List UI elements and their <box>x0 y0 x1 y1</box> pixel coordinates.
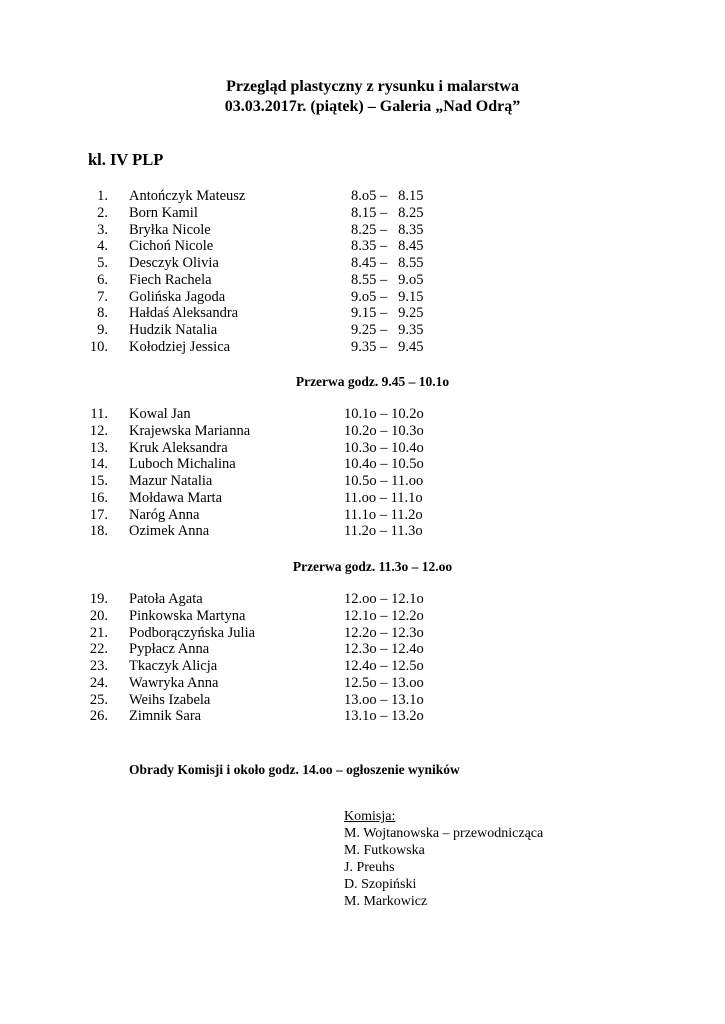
time-slot: 8.o5 – 8.15 <box>351 188 424 204</box>
row-number: 10. <box>89 338 108 355</box>
row-number: 25. <box>89 691 108 708</box>
student-name: Krajewska Marianna <box>129 422 251 439</box>
row-number: 21. <box>89 624 108 641</box>
row-number: 18. <box>89 523 108 540</box>
student-name: Wawryka Anna <box>129 674 219 691</box>
schedule-row <box>0 188 725 205</box>
row-number: 9. <box>97 322 108 338</box>
schedule-row <box>0 675 725 692</box>
schedule-row <box>0 322 725 339</box>
time-slot: 11.1o – 11.2o <box>344 506 423 523</box>
row-number: 22. <box>89 641 108 658</box>
row-number: 1. <box>97 188 108 204</box>
time-slot: 11.2o – 11.3o <box>344 523 423 540</box>
student-name: Naróg Anna <box>129 506 200 523</box>
schedule-row <box>0 473 725 490</box>
committee-member: M. Markowicz <box>344 894 428 909</box>
row-number: 12. <box>89 422 108 439</box>
schedule-group-1 <box>0 188 725 356</box>
schedule-row <box>0 205 725 222</box>
time-slot: 8.15 – 8.25 <box>351 204 424 221</box>
student-name: Kruk Aleksandra <box>129 439 228 456</box>
break-note-1: Przerwa godz. 9.45 – 10.1o <box>295 374 450 389</box>
row-number: 2. <box>97 204 108 221</box>
student-name: Mazur Natalia <box>129 473 213 489</box>
time-slot: 10.5o – 11.oo <box>344 473 424 489</box>
time-slot: 12.3o – 12.4o <box>344 641 424 658</box>
schedule-row <box>0 456 725 473</box>
schedule-row <box>0 238 725 255</box>
student-name: Pinkowska Martyna <box>129 607 246 624</box>
results-announcement: Obrady Komisji i około godz. 14.oo – ogłoszenie wyników <box>129 762 460 777</box>
row-number: 4. <box>97 238 108 255</box>
time-slot: 10.3o – 10.4o <box>344 439 424 456</box>
time-slot: 12.oo – 12.1o <box>344 591 424 607</box>
time-slot: 9.35 – 9.45 <box>351 338 424 355</box>
schedule-row <box>0 507 725 524</box>
time-slot: 8.55 – 9.o5 <box>351 271 424 288</box>
row-number: 14. <box>89 456 108 473</box>
time-slot: 8.45 – 8.55 <box>351 255 424 271</box>
schedule-row <box>0 692 725 709</box>
schedule-row <box>0 222 725 239</box>
time-slot: 9.o5 – 9.15 <box>351 288 424 305</box>
student-name: Kołodziej Jessica <box>129 338 231 355</box>
time-slot: 13.1o – 13.2o <box>344 708 424 725</box>
time-slot: 13.oo – 13.1o <box>344 691 424 708</box>
student-name: Bryłka Nicole <box>129 221 211 238</box>
committee-member: J. Preuhs <box>344 860 395 875</box>
student-name: Weihs Izabela <box>129 691 211 708</box>
schedule-row <box>0 305 725 322</box>
schedule-row <box>0 591 725 608</box>
time-slot: 12.4o – 12.5o <box>344 658 424 674</box>
time-slot: 10.4o – 10.5o <box>344 456 424 473</box>
schedule-row <box>0 423 725 440</box>
time-slot: 12.5o – 13.oo <box>344 674 424 691</box>
student-name: Golińska Jagoda <box>129 288 226 305</box>
row-number: 3. <box>97 221 108 238</box>
document-subtitle-date-venue: 03.03.2017r. (piątek) – Galeria „Nad Odrą” <box>224 98 521 115</box>
row-number: 20. <box>89 607 108 624</box>
time-slot: 11.oo – 11.1o <box>344 489 423 506</box>
time-slot: 12.1o – 12.2o <box>344 607 424 624</box>
row-number: 16. <box>89 489 108 506</box>
schedule-group-2 <box>0 406 725 540</box>
student-name: Born Kamil <box>129 204 198 221</box>
document-title: Przegląd plastyczny z rysunku i malarstwa <box>226 78 519 95</box>
schedule-group-3 <box>0 591 725 725</box>
student-name: Mołdawa Marta <box>129 489 223 506</box>
schedule-row <box>0 490 725 507</box>
row-number: 24. <box>89 674 108 691</box>
row-number: 5. <box>97 255 108 271</box>
committee-member: D. Szopiński <box>344 877 417 892</box>
schedule-row <box>0 440 725 457</box>
student-name: Fiech Rachela <box>129 271 212 288</box>
row-number: 6. <box>97 271 108 288</box>
row-number: 19. <box>89 591 108 607</box>
student-name: Zimnik Sara <box>129 708 202 725</box>
time-slot: 9.25 – 9.35 <box>351 322 424 338</box>
student-name: Tkaczyk Alicja <box>129 658 218 674</box>
row-number: 11. <box>90 406 108 422</box>
schedule-row <box>0 289 725 306</box>
student-name: Pypłacz Anna <box>129 641 210 658</box>
schedule-row <box>0 523 725 540</box>
schedule-row <box>0 641 725 658</box>
committee-heading: Komisja: <box>344 809 396 824</box>
row-number: 26. <box>89 708 108 725</box>
schedule-row <box>0 625 725 642</box>
student-name: Hałdaś Aleksandra <box>129 305 239 322</box>
break-note-2: Przerwa godz. 11.3o – 12.oo <box>292 559 453 574</box>
row-number: 17. <box>89 506 108 523</box>
class-heading: kl. IV PLP <box>88 150 164 169</box>
schedule-row <box>0 406 725 423</box>
student-name: Cichoń Nicole <box>129 238 214 255</box>
row-number: 23. <box>89 658 108 674</box>
schedule-row <box>0 255 725 272</box>
row-number: 15. <box>89 473 108 489</box>
student-name: Kowal Jan <box>129 406 191 422</box>
schedule-row <box>0 658 725 675</box>
schedule-row <box>0 708 725 725</box>
time-slot: 8.25 – 8.35 <box>351 221 424 238</box>
student-name: Luboch Michalina <box>129 456 236 473</box>
time-slot: 12.2o – 12.3o <box>344 624 424 641</box>
schedule-row <box>0 339 725 356</box>
time-slot: 9.15 – 9.25 <box>351 305 424 322</box>
committee-list <box>344 808 543 910</box>
student-name: Podborączyńska Julia <box>129 624 256 641</box>
row-number: 13. <box>89 439 108 456</box>
time-slot: 10.2o – 10.3o <box>344 422 424 439</box>
student-name: Hudzik Natalia <box>129 322 218 338</box>
schedule-row <box>0 608 725 625</box>
committee-member: M. Wojtanowska – przewodnicząca <box>344 826 544 841</box>
student-name: Desczyk Olivia <box>129 255 219 271</box>
student-name: Patoła Agata <box>129 591 203 607</box>
row-number: 7. <box>97 288 108 305</box>
schedule-row <box>0 272 725 289</box>
student-name: Ozimek Anna <box>129 523 210 540</box>
student-name: Antończyk Mateusz <box>129 188 246 204</box>
committee-member: M. Futkowska <box>344 843 425 858</box>
row-number: 8. <box>97 305 108 322</box>
time-slot: 8.35 – 8.45 <box>351 238 424 255</box>
time-slot: 10.1o – 10.2o <box>344 406 424 422</box>
